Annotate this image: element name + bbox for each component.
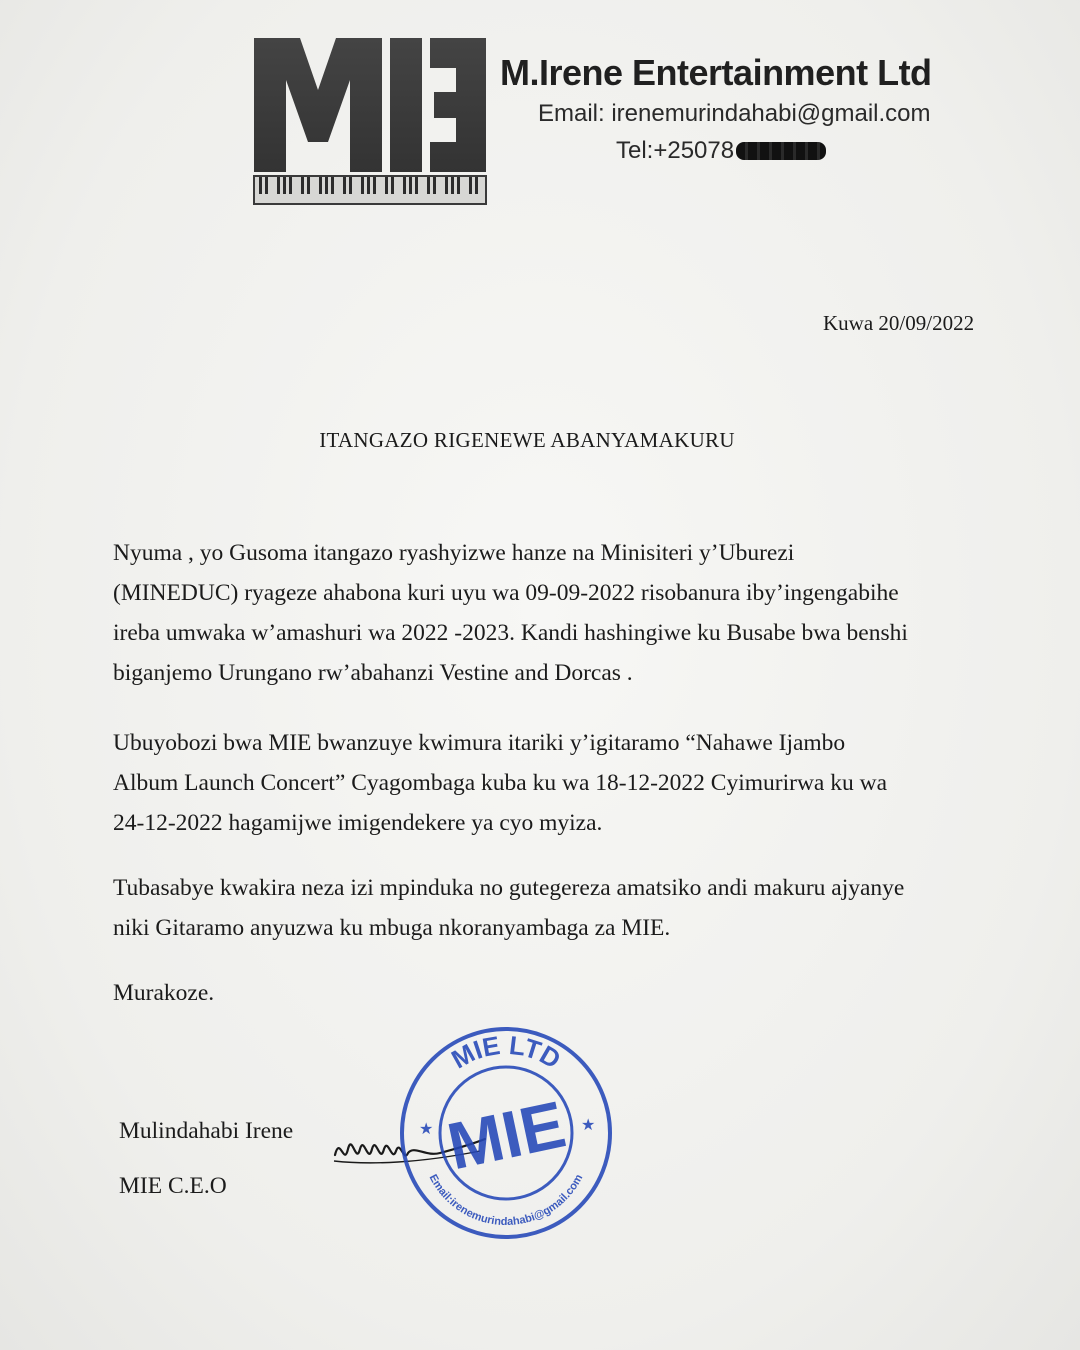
company-phone — [616, 137, 826, 165]
piano-key-icon — [283, 177, 286, 194]
paragraph-line: niki Gitaramo anyuzwa ku mbuga nkoranyambaga za MIE. — [113, 915, 671, 941]
paragraph-2 — [113, 723, 1003, 843]
stamp-star-icon: ★ — [581, 1117, 596, 1134]
paragraph-3 — [113, 868, 1003, 948]
piano-key-icon — [445, 177, 448, 194]
phone-visible-part: Tel:+25078 — [616, 137, 735, 164]
piano-key-icon — [343, 177, 346, 194]
signer-title: MIE C.E.O — [119, 1173, 227, 1199]
piano-key-icon — [427, 177, 430, 194]
piano-key-icon — [301, 177, 304, 194]
paragraph-line: Ubuyobozi bwa MIE bwanzuye kwimura itariki y’igitaramo “Nahawe Ijambo — [113, 730, 846, 756]
piano-key-icon — [403, 177, 406, 194]
stamp-top-text: MIE LTD — [446, 1029, 566, 1075]
company-name: M.Irene Entertainment Ltd — [500, 52, 932, 93]
letter-date: Kuwa 20/09/2022 — [823, 311, 975, 335]
piano-key-icon — [325, 177, 328, 194]
paragraph-1 — [113, 533, 1003, 693]
piano-key-icon — [349, 177, 352, 194]
piano-key-icon — [391, 177, 394, 194]
piano-key-icon — [319, 177, 322, 194]
piano-key-icon — [307, 177, 310, 194]
paragraph-line: Nyuma , yo Gusoma itangazo ryashyizwe hanze na Minisiteri y’Uburezi — [113, 540, 795, 566]
piano-key-icon — [469, 177, 472, 194]
piano-key-icon — [259, 177, 262, 194]
piano-key-icon — [265, 177, 268, 194]
heading-text: ITANGAZO RIGENEWE ABANYAMAKURU — [319, 428, 735, 452]
piano-key-icon — [415, 177, 418, 194]
piano-key-icon — [331, 177, 334, 194]
phone-redaction — [736, 142, 826, 160]
closing-text: Murakoze. — [113, 980, 215, 1006]
stamp-center-text: MIE — [441, 1086, 572, 1184]
piano-key-icon — [361, 177, 364, 194]
piano-key-icon — [409, 177, 412, 194]
piano-key-icon — [277, 177, 280, 194]
piano-key-icon — [289, 177, 292, 194]
letter-heading — [0, 428, 1080, 453]
piano-key-icon — [373, 177, 376, 194]
piano-key-icon — [457, 177, 460, 194]
paragraph-line: ireba umwaka w’amashuri wa 2022 -2023. Kandi hashingiwe ku Busabe bwa benshi — [113, 620, 908, 646]
piano-key-icon — [385, 177, 388, 194]
piano-key-icon — [433, 177, 436, 194]
stamp-bottom-text: Email:irenemurindahabi@gmail.com — [426, 1172, 586, 1229]
piano-key-icon — [367, 177, 370, 194]
stamp-star-icon: ★ — [419, 1121, 434, 1138]
company-stamp — [395, 1022, 617, 1244]
paragraph-line: (MINEDUC) ryageze ahabona kuri uyu wa 09-09-2022 risobanura iby’ingengabihe — [113, 580, 899, 606]
piano-key-icon — [475, 177, 478, 194]
paragraph-line: 24-12-2022 hagamijwe imigendekere ya cyo myiza. — [113, 810, 603, 836]
mie-logo — [250, 30, 490, 212]
paragraph-line: biganjemo Urungano rw’abahanzi Vestine and Dorcas . — [113, 660, 633, 686]
signer-name: Mulindahabi Irene — [119, 1118, 294, 1144]
paragraph-line: Tubasabye kwakira neza izi mpinduka no gutegereza amatsiko andi makuru ajyanye — [113, 875, 905, 901]
company-email: Email: irenemurindahabi@gmail.com — [538, 100, 931, 127]
paragraph-line: Album Launch Concert” Cyagombaga kuba ku wa 18-12-2022 Cyimurirwa ku wa — [113, 770, 888, 796]
piano-key-icon — [451, 177, 454, 194]
